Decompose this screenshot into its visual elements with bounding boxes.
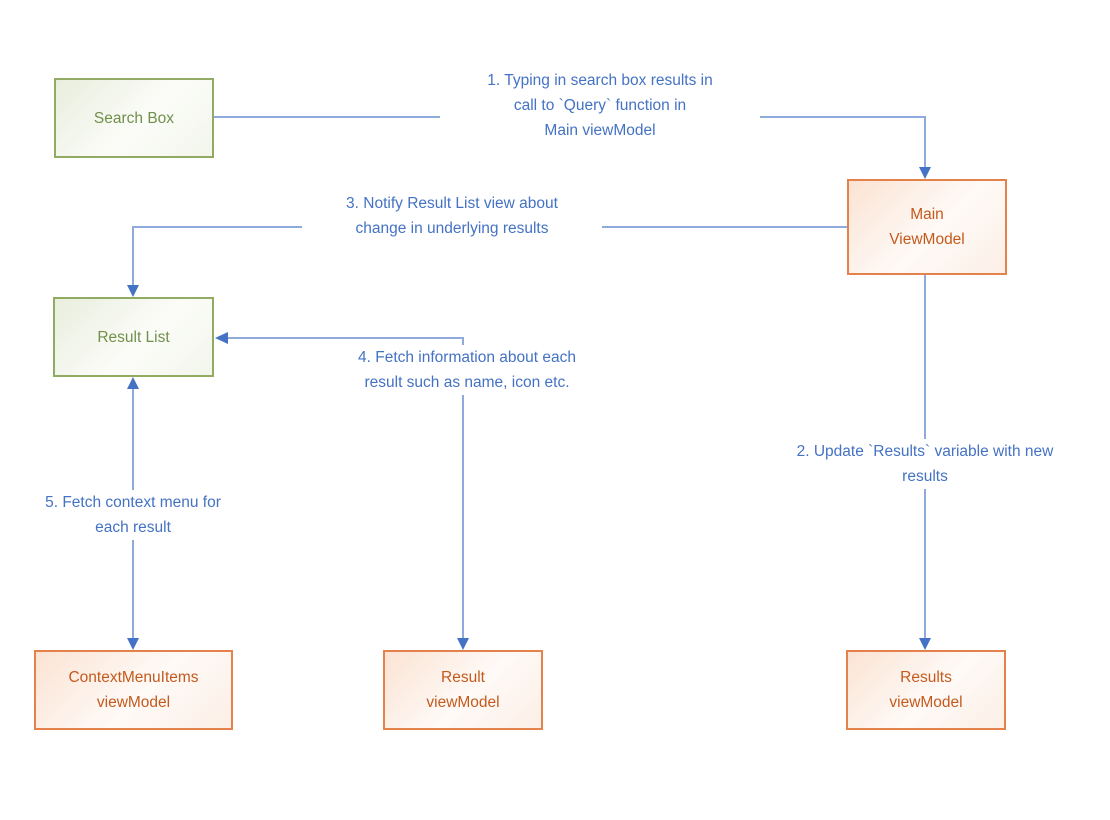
edge-1-label-line-1: 1. Typing in search box results in: [487, 72, 713, 89]
node-result-viewmodel-label-line-2: viewModel: [426, 694, 500, 711]
node-contextmenuitems-viewmodel-label-line-1: ContextMenuItems: [68, 669, 199, 686]
edge-5-arrowhead-down-icon: [127, 638, 139, 650]
edge-4-arrowhead-left-icon: [215, 332, 228, 344]
edge-4-arrowhead-down-icon: [457, 638, 469, 650]
edge-1-label-line-2: call to `Query` function in: [513, 97, 687, 114]
node-main-viewmodel: [847, 179, 1007, 275]
edge-3-label-line-2: change in underlying results: [355, 220, 549, 237]
edge-1-line-vertical: [924, 116, 926, 169]
edge-4-label: [307, 345, 627, 395]
edge-3-line-vertical: [132, 226, 134, 288]
edge-1-label: [440, 68, 760, 143]
edge-2-label: [745, 439, 1105, 489]
node-contextmenuitems-viewmodel-label-line-2: viewModel: [96, 694, 171, 711]
edge-1-arrowhead-icon: [919, 167, 931, 179]
node-results-viewmodel-label-line-2: viewModel: [889, 694, 963, 711]
node-results-viewmodel-label-line-1: Results: [900, 669, 952, 686]
edge-4-label-line-2: result such as name, icon etc.: [364, 374, 570, 391]
edge-5-label-line-1: 5. Fetch context menu for: [45, 494, 221, 511]
edge-1-label-line-3: Main viewModel: [544, 122, 656, 139]
node-results-viewmodel: [846, 650, 1006, 730]
edge-2-arrowhead-icon: [919, 638, 931, 650]
node-result-list-label: Result List: [97, 328, 170, 346]
node-search-box: [54, 78, 214, 158]
node-main-viewmodel-label-line-2: ViewModel: [889, 231, 965, 248]
edge-2-label-line-2: results: [902, 468, 948, 485]
edge-4-line-horizontal: [226, 337, 463, 339]
edge-5-label-line-2: each result: [95, 519, 171, 536]
edge-2-label-line-1: 2. Update `Results` variable with new: [796, 443, 1054, 460]
edge-3-label: [302, 191, 602, 241]
node-result-viewmodel-label-line-1: Result: [441, 669, 485, 686]
edge-5-label: [18, 490, 248, 540]
node-result-viewmodel: [383, 650, 543, 730]
edge-5-arrowhead-up-icon: [127, 377, 139, 389]
edge-4-label-line-1: 4. Fetch information about each: [358, 349, 576, 366]
edge-3-arrowhead-icon: [127, 285, 139, 297]
node-contextmenuitems-viewmodel: [34, 650, 233, 730]
edge-3-label-line-1: 3. Notify Result List view about: [346, 195, 558, 212]
node-main-viewmodel-label-line-1: Main: [910, 206, 944, 223]
node-search-box-label: Search Box: [93, 109, 175, 127]
node-result-list: [53, 297, 214, 377]
